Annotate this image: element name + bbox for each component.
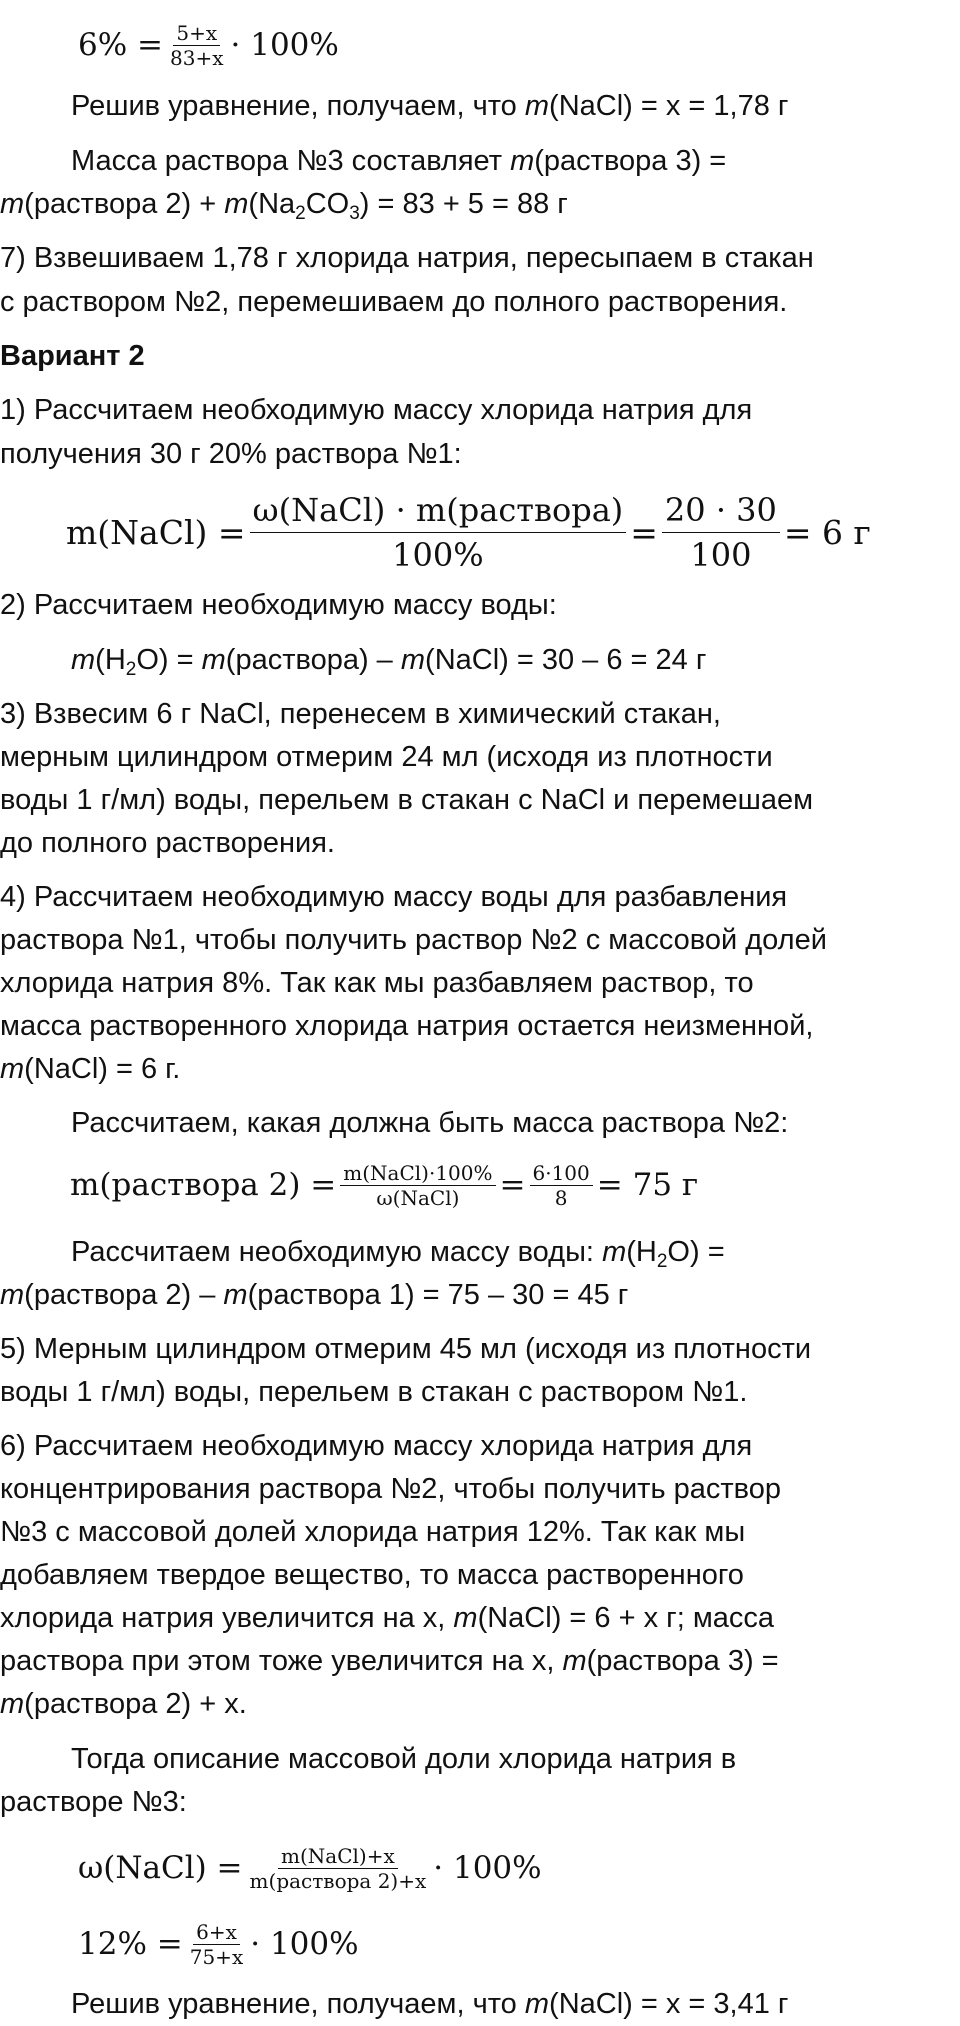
paragraph-step1-line1: 1) Рассчитаем необходимую массу хлорида натрия для [0,394,753,426]
paragraph-step1-line2: получения 30 г 20% раствора №1: [0,438,462,470]
formula-fraction [250,488,627,577]
paragraph-step4-line4: масса растворенного хлорида натрия остается неизменной, [0,1010,814,1042]
formula-fraction [187,1920,247,1969]
formula-mass-fraction [78,1832,542,1904]
paragraph-step6-line7: m(раствора 2) + x. [0,1688,247,1720]
formula-fraction-values [530,1161,593,1210]
paragraph-step5-line1: 5) Мерным цилиндром отмерим 45 мл (исходя из плотности [0,1333,812,1365]
paragraph-water-mass2-line2: m(раствора 2) – m(раствора 1) = 75 – 30 = 45 г [0,1279,629,1311]
formula-lhs: 12% = [78,1926,183,1962]
formula-denominator: 100 [690,535,752,574]
formula-denominator: 8 [554,1185,568,1210]
formula-rhs: = 75 г [596,1167,699,1203]
paragraph-step7-line2: с раствором №2, перемешиваем до полного растворения. [0,286,788,318]
paragraph-solution-2: Решив уравнение, получаем, что m(NaCl) = x = 3,41 г [71,1988,789,2020]
paragraph-step3-line1: 3) Взвесим 6 г NaCl, перенесем в химический стакан, [0,698,721,730]
paragraph-water-mass-formula: $m(H_2O)$ = m(раствора) – m(NaCl) = 30 – 6 = 24 г [71,644,707,680]
paragraph-step3-line2: мерным цилиндром отмерим 24 мл (исходя из плотности [0,741,773,773]
formula-numerator: ω(NaCl) · m(раствора) [250,488,627,533]
formula-denominator: m(раствора 2)+x [249,1868,427,1893]
formula-equals: = [499,1167,526,1203]
paragraph-solution2-mass-intro: Рассчитаем, какая должна быть масса раствора №2: [71,1107,789,1139]
paragraph-step3-line4: до полного растворения. [0,827,335,859]
formula-numerator: m(NaCl)·100% [340,1161,495,1186]
formula-denominator: 83+x [170,45,224,70]
paragraph-step5-line2: воды 1 г/мл) воды, перельем в стакан с раствором №1. [0,1376,748,1408]
formula-fraction-values [662,488,780,577]
paragraph-step4-line2: раствора №1, чтобы получить раствор №2 с массовой долей [0,924,827,956]
formula-lhs: 6% = [78,27,164,63]
formula-lhs: m(NaCl) = [66,512,246,552]
paragraph-step6-line5: хлорида натрия увеличится на x, m(NaCl) = 6 + x г; масса [0,1602,775,1634]
formula-fraction [167,21,227,70]
paragraph-mass-fraction-line1: Тогда описание массовой доли хлорида натрия в [71,1743,737,1775]
paragraph-step6-line1: 6) Рассчитаем необходимую массу хлорида натрия для [0,1430,753,1462]
formula-numerator: m(NaCl)+x [278,1844,398,1869]
heading-variant-2: Вариант 2 [0,340,145,372]
formula-lhs: ω(NaCl) = [78,1850,243,1886]
formula-rhs: = 6 г [783,512,871,552]
paragraph-step4-line1: 4) Рассчитаем необходимую массу воды для разбавления [0,881,788,913]
paragraph-step6-line2: концентрирования раствора №2, чтобы получить раствор [0,1473,782,1505]
formula-equals: = [630,512,658,552]
formula-rhs: · 100% [230,27,339,63]
formula-fraction [247,1844,430,1893]
paragraph-step6-line6: раствора при этом тоже увеличится на x, m(раствора 3) = [0,1645,779,1677]
formula-numerator: 6·100 [530,1161,593,1186]
formula-numerator: 20 · 30 [662,488,780,533]
paragraph-step4-line5: m(NaCl) = 6 г. [0,1053,181,1085]
paragraph-step6-line4: добавляем твердое вещество, то масса растворенного [0,1559,744,1591]
paragraph-mass-fraction-line2: растворе №3: [0,1786,187,1818]
formula-lhs: m(раствора 2) = [70,1167,337,1203]
formula-rhs: · 100% [433,1850,542,1886]
formula-numerator: 6+x [193,1920,240,1945]
paragraph-step3-line3: воды 1 г/мл) воды, перельем в стакан с NaCl и перемешаем [0,784,814,816]
formula-nacl-mass [66,482,871,582]
paragraph-step6-line3: №3 с массовой долей хлорида натрия 12%. Так как мы [0,1516,746,1548]
formula-equation-variant2 [78,1912,359,1976]
formula-equation-variant1 [78,18,339,72]
formula-denominator: 100% [392,535,484,574]
formula-numerator: 5+x [173,21,220,46]
formula-rhs: · 100% [250,1926,359,1962]
paragraph-step2: 2) Рассчитаем необходимую массу воды: [0,589,557,621]
formula-denominator: 75+x [189,1944,244,1969]
paragraph-water-mass2-line1: Рассчитаем необходимую массу воды: $m(H_2O)$ = [71,1236,725,1272]
formula-fraction [340,1161,495,1210]
paragraph-step4-line3: хлорида натрия 8%. Так как мы разбавляем раствор, то [0,967,754,999]
formula-denominator: ω(NaCl) [376,1185,460,1210]
paragraph-solution-1: Решив уравнение, получаем, что m(NaCl) = x = 1,78 г [71,90,789,122]
paragraph-solution3-mass-line2: m(раствора $2) + m(Na_2CO_3) = 83 + 5 = 88$ г [0,188,568,224]
paragraph-step7-line1: 7) Взвешиваем 1,78 г хлорида натрия, пересыпаем в стакан [0,242,814,274]
formula-solution2-mass [70,1150,698,1220]
paragraph-solution3-mass-line1: Масса раствора №3 составляет m(раствора 3) = [71,145,727,177]
